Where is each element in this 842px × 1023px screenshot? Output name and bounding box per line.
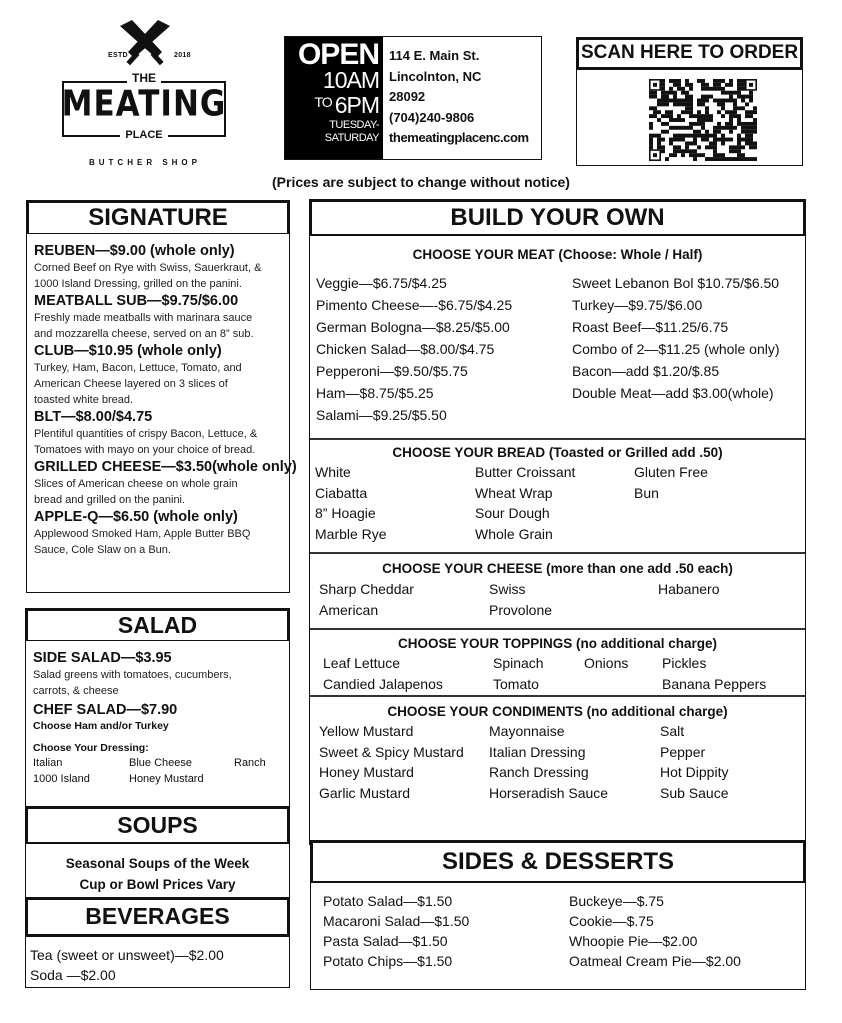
soups-line2: Cup or Bowl Prices Vary <box>79 877 236 892</box>
topping-option: Banana Peppers <box>662 675 767 692</box>
condiment-option: Salt <box>660 723 685 739</box>
days-line2: SATURDAY <box>324 132 379 144</box>
toppings-heading: CHOOSE YOUR TOPPINGS (no additional charge) <box>397 636 718 651</box>
condiment-option: Italian Dressing <box>489 743 586 760</box>
soups-header: SOUPS <box>25 806 290 845</box>
cheese-option: Provolone <box>489 601 553 618</box>
chef-salad-name: CHEF SALAD—$7.90 <box>33 702 178 718</box>
signature-item-name: CLUB—$10.95 (whole only) <box>34 343 222 359</box>
website-link[interactable]: themeatingplacenc.com <box>389 130 529 145</box>
scan-to-order-box <box>576 37 803 166</box>
signature-item-desc: Applewood Smoked Ham, Apple Butter BBQ <box>34 528 251 540</box>
bread-option-column <box>315 462 475 544</box>
signature-item-desc: Plentiful quantities of crispy Bacon, Lettuce, & <box>34 428 258 440</box>
beverage-item: Soda —$2.00 <box>30 967 116 983</box>
signature-item-name: REUBEN—$9.00 (whole only) <box>34 243 235 259</box>
meat-option: Chicken Salad—$8.00/$4.75 <box>316 341 495 357</box>
salad-header: SALAD <box>25 608 290 643</box>
soups-panel <box>25 843 290 901</box>
meat-option: Roast Beef—$11.25/6.75 <box>572 319 729 335</box>
signature-item-desc: bread and grilled on the panini. <box>34 494 186 506</box>
dessert-item: Cookie—$.75 <box>569 913 654 929</box>
bread-option-column <box>475 462 634 544</box>
city-state: Lincolnton, NC <box>389 68 482 84</box>
side-salad-desc-2: carrots, & cheese <box>33 685 119 697</box>
bread-option: Whole Grain <box>475 525 553 542</box>
beverage-item: Tea (sweet or unsweet)—$2.00 <box>30 947 224 963</box>
condiment-option-column <box>319 721 489 803</box>
bread-grid <box>310 462 805 544</box>
cheese-option-column <box>319 579 489 620</box>
signature-panel <box>26 233 297 593</box>
street-address: 114 E. Main St. <box>389 48 480 63</box>
bread-option: Gluten Free <box>634 464 708 480</box>
condiment-option: Sub Sauce <box>660 784 729 801</box>
condiment-option-column <box>489 721 660 803</box>
logo-meating: MEATING <box>61 83 227 125</box>
dressing-option: Honey Mustard <box>129 773 204 785</box>
signature-item-desc: American Cheese layered on 3 slices of <box>34 378 228 390</box>
signature-item-desc: Corned Beef on Rye with Swiss, Sauerkraut, & <box>34 262 262 274</box>
dressing-heading: Choose Your Dressing: <box>33 742 149 754</box>
signature-item-desc: and mozzarella cheese, served on an 8” sub. <box>34 328 254 340</box>
condiments-grid <box>310 721 805 803</box>
signature-item-desc: Freshly made meatballs with marinara sauce <box>34 312 253 324</box>
meat-option: Salami—$9.25/$5.50 <box>316 407 447 423</box>
meat-option: Double Meat—add $3.00(whole) <box>572 385 774 401</box>
signature-item-name: GRILLED CHEESE—$3.50(whole only) <box>34 459 297 475</box>
dressing-option: Ranch <box>234 757 266 769</box>
signature-item-name: APPLE-Q—$6.50 (whole only) <box>34 509 238 525</box>
dessert-item: Whoopie Pie—$2.00 <box>569 933 698 949</box>
condiment-option: Mayonnaise <box>489 723 565 739</box>
topping-option: Pickles <box>662 655 707 671</box>
desserts-list <box>569 891 741 989</box>
logo-estd: ESTD <box>108 52 128 59</box>
dessert-item: Buckeye—$.75 <box>569 893 664 909</box>
cheese-section <box>310 554 805 628</box>
bread-option-column <box>634 462 784 544</box>
meat-heading: CHOOSE YOUR MEAT (Choose: Whole / Half) <box>412 247 703 262</box>
close-time: 6PM <box>334 92 379 118</box>
zip-code: 28092 <box>389 89 426 104</box>
cheese-option: American <box>319 601 379 618</box>
meat-option: Sweet Lebanon Bol $10.75/$6.50 <box>572 275 780 291</box>
hours-contact-box <box>284 36 542 160</box>
signature-item-name: BLT—$8.00/$4.75 <box>34 409 153 425</box>
meat-option: Turkey—$9.75/$6.00 <box>572 297 703 313</box>
bread-option: 8” Hoagie <box>315 505 376 521</box>
topping-option-column <box>584 653 662 694</box>
signature-item-desc: Tomatoes with mayo on your choice of bread. <box>34 444 256 456</box>
signature-item-desc: Turkey, Ham, Bacon, Lettuce, Tomato, and <box>34 362 242 374</box>
condiment-option: Yellow Mustard <box>319 723 414 739</box>
contact-info <box>389 46 529 149</box>
logo <box>60 18 240 178</box>
meat-option: Pimento Cheese—-$6.75/$4.25 <box>316 297 513 313</box>
topping-option: Leaf Lettuce <box>323 655 401 671</box>
logo-year: 2018 <box>174 52 191 59</box>
side-item: Pasta Salad—$1.50 <box>323 933 448 949</box>
to-label: TO <box>314 94 332 110</box>
condiment-option: Pepper <box>660 743 706 760</box>
crossed-cleavers-icon <box>60 18 230 78</box>
cheese-grid <box>310 579 805 620</box>
condiment-option: Ranch Dressing <box>489 764 589 780</box>
signature-item-desc: Sauce, Cole Slaw on a Bun. <box>34 544 171 556</box>
signature-header: SIGNATURE <box>26 200 290 236</box>
salad-panel <box>25 640 290 810</box>
price-notice: (Prices are subject to change without notice) <box>272 174 570 190</box>
bread-option: Marble Rye <box>315 525 387 542</box>
cheese-option: Swiss <box>489 581 526 597</box>
chef-salad-desc: Choose Ham and/or Turkey <box>33 720 169 732</box>
cheese-heading: CHOOSE YOUR CHEESE (more than one add .50 each) <box>382 561 733 576</box>
condiments-heading: CHOOSE YOUR CONDIMENTS (no additional charge) <box>387 704 728 719</box>
dessert-item: Oatmeal Cream Pie—$2.00 <box>569 953 741 969</box>
hours-block <box>285 37 383 159</box>
condiment-option: Garlic Mustard <box>319 784 411 801</box>
topping-option-column <box>662 653 792 694</box>
condiments-section <box>310 697 805 803</box>
meat-option: Bacon—add $1.20/$.85 <box>572 363 720 379</box>
bread-option: Ciabatta <box>315 484 368 501</box>
dressing-row <box>33 771 289 787</box>
dressing-option: Blue Cheese <box>129 757 192 769</box>
topping-option: Spinach <box>493 655 544 671</box>
meat-section <box>310 236 805 438</box>
toppings-grid <box>310 653 805 694</box>
sides-desserts-panel <box>310 882 806 990</box>
meat-list-left <box>316 272 572 426</box>
meat-option: German Bologna—$8.25/$5.00 <box>316 319 510 335</box>
topping-option: Onions <box>584 655 629 671</box>
scan-title: SCAN HERE TO ORDER <box>576 37 803 70</box>
dressing-option: 1000 Island <box>33 773 90 785</box>
open-time: 10AM <box>322 67 379 93</box>
logo-subtitle: BUTCHER SHOP <box>88 158 201 167</box>
bread-option: Sour Dough <box>475 505 550 521</box>
open-label: OPEN <box>297 38 379 71</box>
topping-option: Tomato <box>493 675 539 692</box>
condiment-option: Horseradish Sauce <box>489 784 609 801</box>
topping-option: Candied Jalapenos <box>323 675 443 692</box>
soups-line1: Seasonal Soups of the Week <box>65 856 250 871</box>
meat-option: Ham—$8.75/$5.25 <box>316 385 434 401</box>
side-item: Macaroni Salad—$1.50 <box>323 913 470 929</box>
sides-list <box>323 891 569 989</box>
side-salad-desc-1: Salad greens with tomatoes, cucumbers, <box>33 669 232 681</box>
beverages-panel <box>25 936 290 988</box>
side-salad-name: SIDE SALAD—$3.95 <box>33 650 172 666</box>
signature-item-desc: Slices of American cheese on whole grain <box>34 478 238 490</box>
dressing-option: Italian <box>33 757 63 769</box>
condiment-option: Hot Dippity <box>660 764 729 780</box>
toppings-section <box>310 630 805 695</box>
build-your-own-header: BUILD YOUR OWN <box>309 199 806 237</box>
days-line1: TUESDAY- <box>329 119 379 131</box>
logo-place: PLACE <box>120 129 167 141</box>
logo-the: THE <box>127 71 161 85</box>
bread-option: Wheat Wrap <box>475 484 553 501</box>
meat-option: Combo of 2—$11.25 (whole only) <box>572 341 780 357</box>
dressing-row <box>33 755 289 771</box>
cheese-option-column <box>489 579 658 620</box>
side-item: Potato Chips—$1.50 <box>323 953 453 969</box>
condiment-option: Honey Mustard <box>319 764 414 780</box>
bread-option: Butter Croissant <box>475 464 576 480</box>
condiment-option-column <box>660 721 790 803</box>
signature-item-desc: 1000 Island Dressing, grilled on the panini. <box>34 278 242 290</box>
meat-option: Pepperoni—$9.50/$5.75 <box>316 363 468 379</box>
cheese-option: Habanero <box>658 581 720 597</box>
side-item: Potato Salad—$1.50 <box>323 893 453 909</box>
topping-option-column <box>493 653 584 694</box>
topping-option-column <box>323 653 493 694</box>
sides-desserts-header: SIDES & DESSERTS <box>310 840 806 884</box>
cheese-option: Sharp Cheddar <box>319 581 414 597</box>
condiment-option: Sweet & Spicy Mustard <box>319 743 464 760</box>
phone-number: (704)240-9806 <box>389 109 475 125</box>
bread-section <box>310 440 805 552</box>
bread-heading: CHOOSE YOUR BREAD (Toasted or Grilled add .50) <box>392 445 723 460</box>
bread-option: White <box>315 464 351 480</box>
meat-option: Veggie—$6.75/$4.25 <box>316 275 447 291</box>
qr-code-icon[interactable] <box>649 79 757 161</box>
beverages-header: BEVERAGES <box>25 897 290 937</box>
meat-list-right <box>572 272 780 426</box>
signature-item-desc: toasted white bread. <box>34 394 134 406</box>
cheese-option-column <box>658 579 798 620</box>
signature-item-name: MEATBALL SUB—$9.75/$6.00 <box>34 293 239 309</box>
build-your-own-panel <box>309 235 806 845</box>
bread-option: Bun <box>634 484 659 501</box>
